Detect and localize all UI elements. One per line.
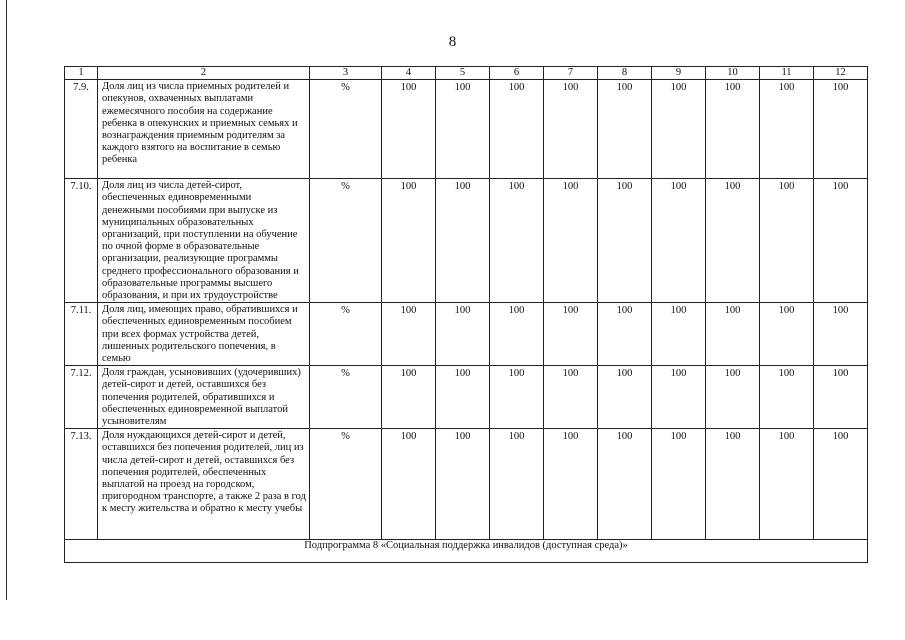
value-cell: 100 [760, 80, 814, 179]
unit-cell: % [310, 80, 382, 179]
unit-cell: % [310, 366, 382, 429]
value-cell: 100 [652, 179, 706, 303]
table-row [65, 179, 868, 303]
table-row [65, 303, 868, 366]
column-header-8: 8 [598, 67, 652, 80]
column-header-7: 7 [544, 67, 598, 80]
value-cell: 100 [382, 179, 436, 303]
column-header-6: 6 [490, 67, 544, 80]
unit-cell: % [310, 429, 382, 540]
indicator-name: Доля лиц из числа детей-сирот, обеспеченных единовременными денежными пособиями при выпуске из муниципальных образовательных организаций, при поступлении на обучение по очной форме в образовательные организации, реализующие программы среднего профессионального образования и образовательные программы высшего образования, и при их трудоустройстве [98, 179, 310, 303]
page-frame-left [6, 0, 7, 600]
value-cell: 100 [598, 179, 652, 303]
value-cell: 100 [706, 303, 760, 366]
row-number: 7.9. [65, 80, 98, 179]
indicators-table [64, 66, 868, 563]
value-cell: 100 [490, 303, 544, 366]
column-header-5: 5 [436, 67, 490, 80]
value-cell: 100 [544, 179, 598, 303]
value-cell: 100 [814, 80, 868, 179]
value-cell: 100 [490, 80, 544, 179]
value-cell: 100 [436, 80, 490, 179]
row-number: 7.10. [65, 179, 98, 303]
value-cell: 100 [814, 429, 868, 540]
value-cell: 100 [706, 429, 760, 540]
row-number: 7.11. [65, 303, 98, 366]
table-row [65, 366, 868, 429]
value-cell: 100 [382, 303, 436, 366]
value-cell: 100 [598, 303, 652, 366]
indicator-name: Доля лиц, имеющих право, обратившихся и обеспеченных единовременным пособием при всех формах устройства детей, лишенных родительского попечения, в семью [98, 303, 310, 366]
header-row [65, 67, 868, 80]
value-cell: 100 [598, 429, 652, 540]
value-cell: 100 [814, 303, 868, 366]
column-header-4: 4 [382, 67, 436, 80]
column-header-1: 1 [65, 67, 98, 80]
value-cell: 100 [652, 366, 706, 429]
subprogram-row [65, 540, 868, 563]
subprogram-title: Подпрограмма 8 «Социальная поддержка инвалидов (доступная среда)» [65, 540, 868, 563]
value-cell: 100 [814, 179, 868, 303]
value-cell: 100 [706, 179, 760, 303]
page-number: 8 [448, 34, 457, 50]
value-cell: 100 [382, 80, 436, 179]
row-number: 7.13. [65, 429, 98, 540]
value-cell: 100 [652, 303, 706, 366]
value-cell: 100 [652, 429, 706, 540]
column-header-10: 10 [706, 67, 760, 80]
table-row [65, 429, 868, 540]
unit-cell: % [310, 303, 382, 366]
indicator-name: Доля граждан, усыновивших (удочеривших) детей-сирот и детей, оставшихся без попечения родителей, обратившихся и обеспеченных единовременной выплатой усыновителям [98, 366, 310, 429]
value-cell: 100 [544, 303, 598, 366]
value-cell: 100 [490, 366, 544, 429]
value-cell: 100 [760, 303, 814, 366]
column-header-12: 12 [814, 67, 868, 80]
value-cell: 100 [436, 366, 490, 429]
value-cell: 100 [490, 179, 544, 303]
value-cell: 100 [760, 179, 814, 303]
value-cell: 100 [382, 366, 436, 429]
value-cell: 100 [760, 429, 814, 540]
value-cell: 100 [490, 429, 544, 540]
column-header-9: 9 [652, 67, 706, 80]
value-cell: 100 [436, 179, 490, 303]
value-cell: 100 [652, 80, 706, 179]
value-cell: 100 [814, 366, 868, 429]
column-header-11: 11 [760, 67, 814, 80]
indicator-name: Доля нуждающихся детей-сирот и детей, оставшихся без попечения родителей, лиц из числа детей-сирот и детей, оставшихся без попечения родителей, обеспеченных выплатой на проезд на городском, пригородном транспорте, а также 2 раза в год к месту жительства и обратно к месту учебы [98, 429, 310, 540]
value-cell: 100 [544, 80, 598, 179]
value-cell: 100 [598, 366, 652, 429]
value-cell: 100 [544, 366, 598, 429]
value-cell: 100 [544, 429, 598, 540]
indicator-name: Доля лиц из числа приемных родителей и опекунов, охваченных выплатами ежемесячного пособия на содержание ребенка в опекунских и приемных семьях и вознаграждения приемным родителям за каждого взятого на воспитание в семью ребенка [98, 80, 310, 179]
unit-cell: % [310, 179, 382, 303]
table-row [65, 80, 868, 179]
column-header-3: 3 [310, 67, 382, 80]
value-cell: 100 [382, 429, 436, 540]
value-cell: 100 [706, 80, 760, 179]
row-number: 7.12. [65, 366, 98, 429]
value-cell: 100 [760, 366, 814, 429]
column-header-2: 2 [98, 67, 310, 80]
value-cell: 100 [706, 366, 760, 429]
value-cell: 100 [436, 429, 490, 540]
value-cell: 100 [436, 303, 490, 366]
value-cell: 100 [598, 80, 652, 179]
